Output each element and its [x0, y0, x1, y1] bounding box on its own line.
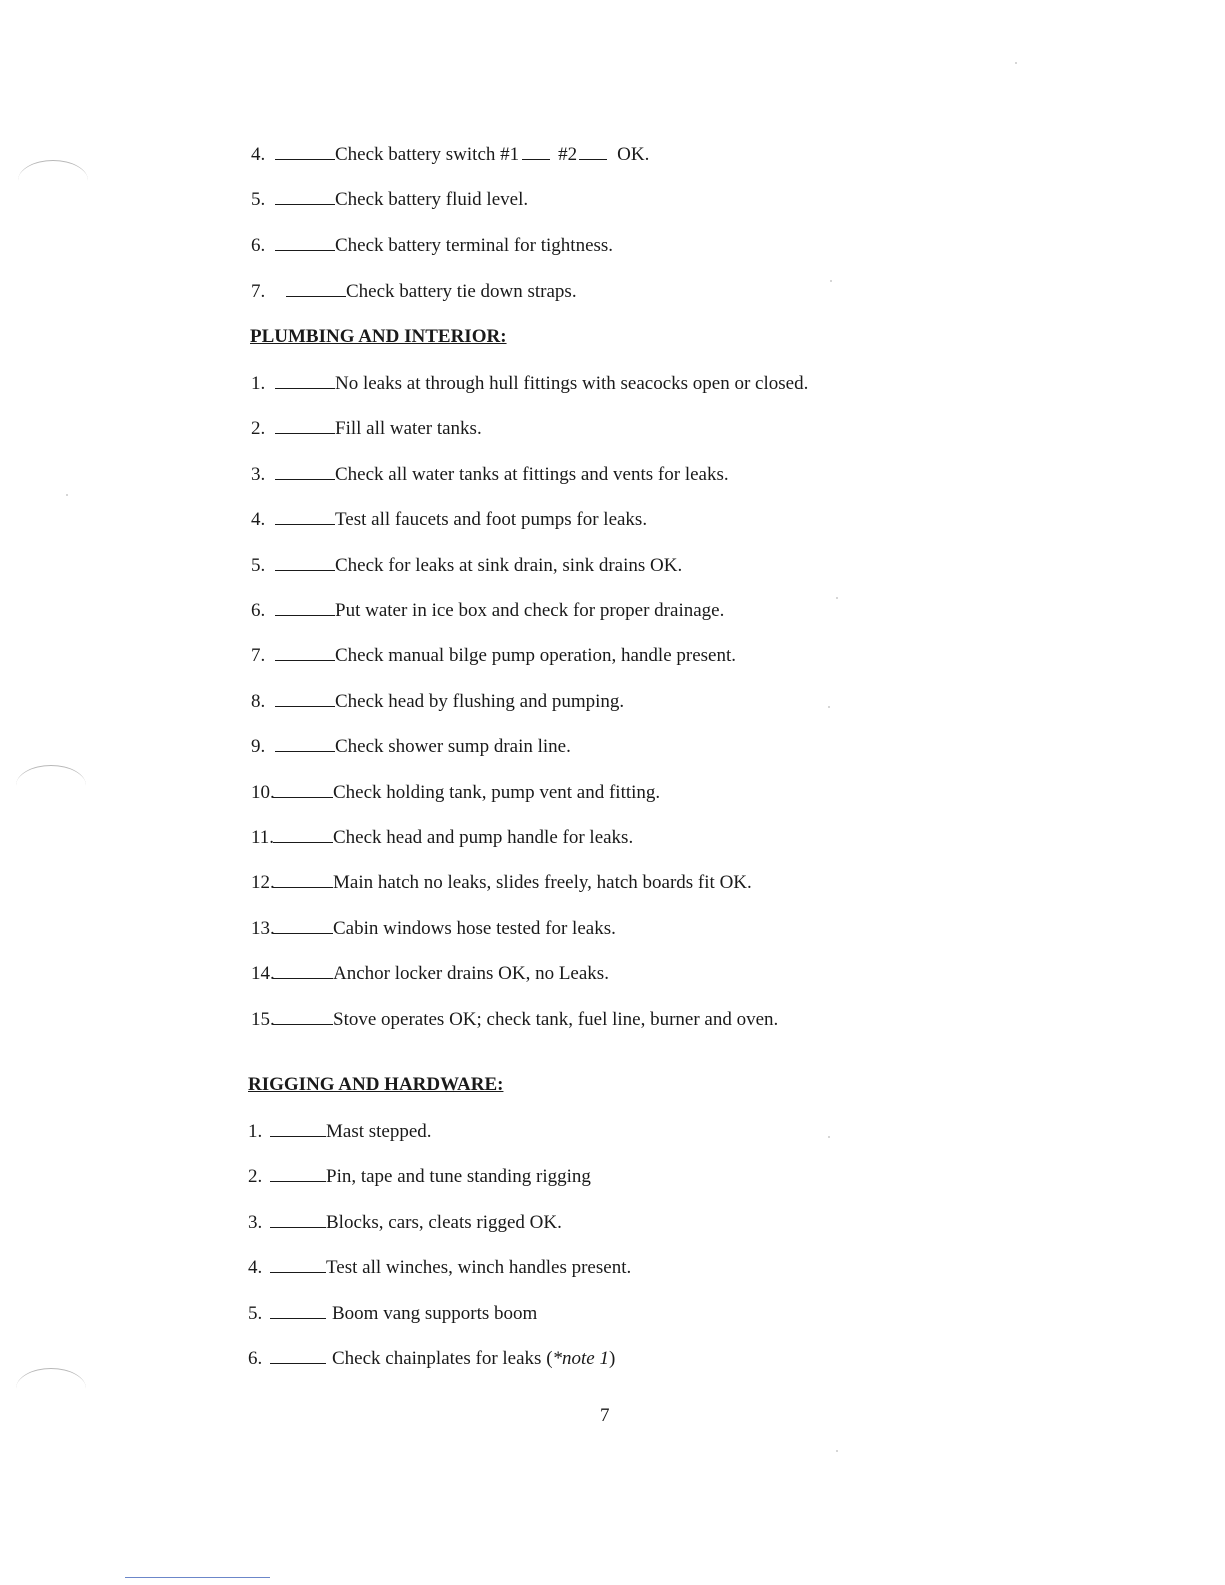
check-blank — [275, 599, 335, 616]
item-number: 6. — [248, 1348, 263, 1369]
switch-2-blank — [579, 143, 607, 160]
check-blank — [275, 372, 335, 389]
item-text: Blocks, cars, cleats rigged OK. — [326, 1211, 562, 1233]
list-item — [248, 1347, 615, 1370]
item-text: Check all water tanks at fittings and vents for leaks. — [335, 463, 729, 485]
check-blank — [275, 735, 335, 752]
list-item — [251, 280, 577, 303]
item-number: 2. — [248, 1166, 263, 1188]
list-item — [251, 781, 660, 804]
scan-speck — [830, 280, 832, 282]
list-item — [251, 372, 808, 395]
item-number: 5. — [251, 189, 266, 210]
scan-edge-line — [125, 1577, 270, 1578]
item-number: 3. — [251, 463, 266, 485]
check-blank — [273, 917, 333, 934]
list-item — [248, 1120, 432, 1143]
item-text: Main hatch no leaks, slides freely, hatch boards fit OK. — [333, 872, 752, 894]
switch-1-blank — [522, 143, 550, 160]
item-text: Check battery tie down straps. — [346, 281, 577, 302]
item-number: 12. — [251, 872, 275, 894]
check-blank — [270, 1302, 326, 1319]
item-text: ) — [609, 1348, 616, 1369]
scan-speck — [836, 597, 838, 599]
item-text: Mast stepped. — [326, 1121, 432, 1142]
check-blank — [273, 781, 333, 798]
item-text: No leaks at through hull fittings with seacocks open or closed. — [335, 373, 809, 394]
check-blank — [273, 962, 333, 979]
item-text: Fill all water tanks. — [335, 418, 482, 440]
check-blank — [275, 417, 335, 434]
punch-hole-mark — [18, 160, 88, 201]
page-number: 7 — [600, 1405, 610, 1426]
item-number: 13. — [251, 917, 275, 939]
section-heading-plumbing: PLUMBING AND INTERIOR: — [250, 326, 507, 347]
item-text: Test all faucets and foot pumps for leaks. — [335, 509, 648, 531]
item-number: 6. — [251, 235, 266, 256]
list-item — [251, 143, 649, 166]
check-blank — [275, 554, 335, 571]
scan-speck — [836, 1450, 838, 1452]
item-number: 2. — [251, 418, 266, 440]
list-item — [251, 962, 609, 985]
item-text: Check battery terminal for tightness. — [335, 235, 614, 256]
list-item — [248, 1211, 562, 1234]
punch-hole-mark — [16, 765, 86, 806]
item-number: 5. — [248, 1302, 263, 1324]
punch-hole-mark — [16, 1368, 86, 1409]
item-text: Boom vang supports boom — [332, 1302, 538, 1324]
list-item — [248, 1302, 537, 1325]
list-item — [251, 508, 647, 531]
item-number: 7. — [251, 281, 266, 302]
check-blank — [275, 188, 335, 205]
item-text: Check head and pump handle for leaks. — [333, 827, 634, 848]
item-text: Cabin windows hose tested for leaks. — [333, 917, 616, 939]
list-item — [251, 690, 624, 713]
item-number: 10. — [251, 781, 275, 803]
scan-speck — [828, 1136, 830, 1138]
list-item — [251, 554, 682, 577]
item-number: 1. — [251, 373, 266, 394]
check-blank — [270, 1211, 326, 1228]
list-item — [248, 1256, 631, 1279]
item-text: Check chainplates for leaks ( — [332, 1348, 553, 1369]
item-number: 4. — [248, 1257, 263, 1279]
item-text: Check for leaks at sink drain, sink drains OK. — [335, 554, 683, 576]
check-blank — [275, 143, 335, 160]
item-text: Check head by flushing and pumping. — [335, 690, 625, 712]
item-text: #2 — [558, 144, 578, 165]
list-item — [251, 871, 752, 894]
item-text: Pin, tape and tune standing rigging — [326, 1166, 591, 1188]
list-item — [251, 417, 482, 440]
item-text: Stove operates OK; check tank, fuel line, burner and oven. — [333, 1008, 779, 1030]
list-item — [251, 735, 571, 758]
item-number: 6. — [251, 600, 266, 621]
item-number: 14. — [251, 963, 275, 985]
item-text: Put water in ice box and check for proper drainage. — [335, 600, 725, 621]
scan-speck — [66, 494, 68, 496]
check-blank — [270, 1256, 326, 1273]
list-item — [251, 644, 736, 667]
item-number: 4. — [251, 144, 266, 165]
item-text: OK. — [617, 144, 650, 165]
list-item — [251, 826, 633, 849]
check-blank — [270, 1120, 326, 1137]
check-blank — [275, 508, 335, 525]
item-text: Check shower sump drain line. — [335, 736, 571, 758]
check-blank — [273, 871, 333, 888]
section-heading-rigging: RIGGING AND HARDWARE: — [248, 1074, 504, 1095]
check-blank — [275, 690, 335, 707]
scan-speck — [828, 706, 830, 708]
item-number: 11. — [251, 827, 275, 848]
item-number: 7. — [251, 645, 266, 667]
list-item — [251, 1008, 778, 1031]
check-blank — [275, 463, 335, 480]
check-blank — [273, 1008, 333, 1025]
note-reference: *note 1 — [552, 1348, 609, 1369]
item-text: Anchor locker drains OK, no Leaks. — [333, 963, 609, 985]
item-text: Check manual bilge pump operation, handle present. — [335, 645, 736, 667]
check-blank — [270, 1347, 326, 1364]
item-number: 4. — [251, 509, 266, 531]
check-blank — [286, 280, 346, 297]
item-text: Check holding tank, pump vent and fitting. — [333, 781, 661, 803]
list-item — [251, 234, 613, 257]
scan-speck — [1015, 62, 1017, 64]
item-number: 1. — [248, 1121, 263, 1142]
item-text: Check battery fluid level. — [335, 189, 529, 210]
list-item — [251, 917, 616, 940]
check-blank — [270, 1165, 326, 1182]
check-blank — [275, 644, 335, 661]
item-number: 3. — [248, 1211, 263, 1233]
item-number: 9. — [251, 736, 266, 758]
item-number: 8. — [251, 690, 266, 712]
list-item — [251, 463, 729, 486]
item-number: 5. — [251, 554, 266, 576]
item-text: Test all winches, winch handles present. — [326, 1257, 632, 1279]
list-item — [251, 599, 724, 622]
list-item — [251, 188, 528, 211]
list-item — [248, 1165, 591, 1188]
item-text: Check battery switch #1 — [335, 144, 520, 165]
check-blank — [273, 826, 333, 843]
check-blank — [275, 234, 335, 251]
item-number: 15. — [251, 1008, 275, 1030]
